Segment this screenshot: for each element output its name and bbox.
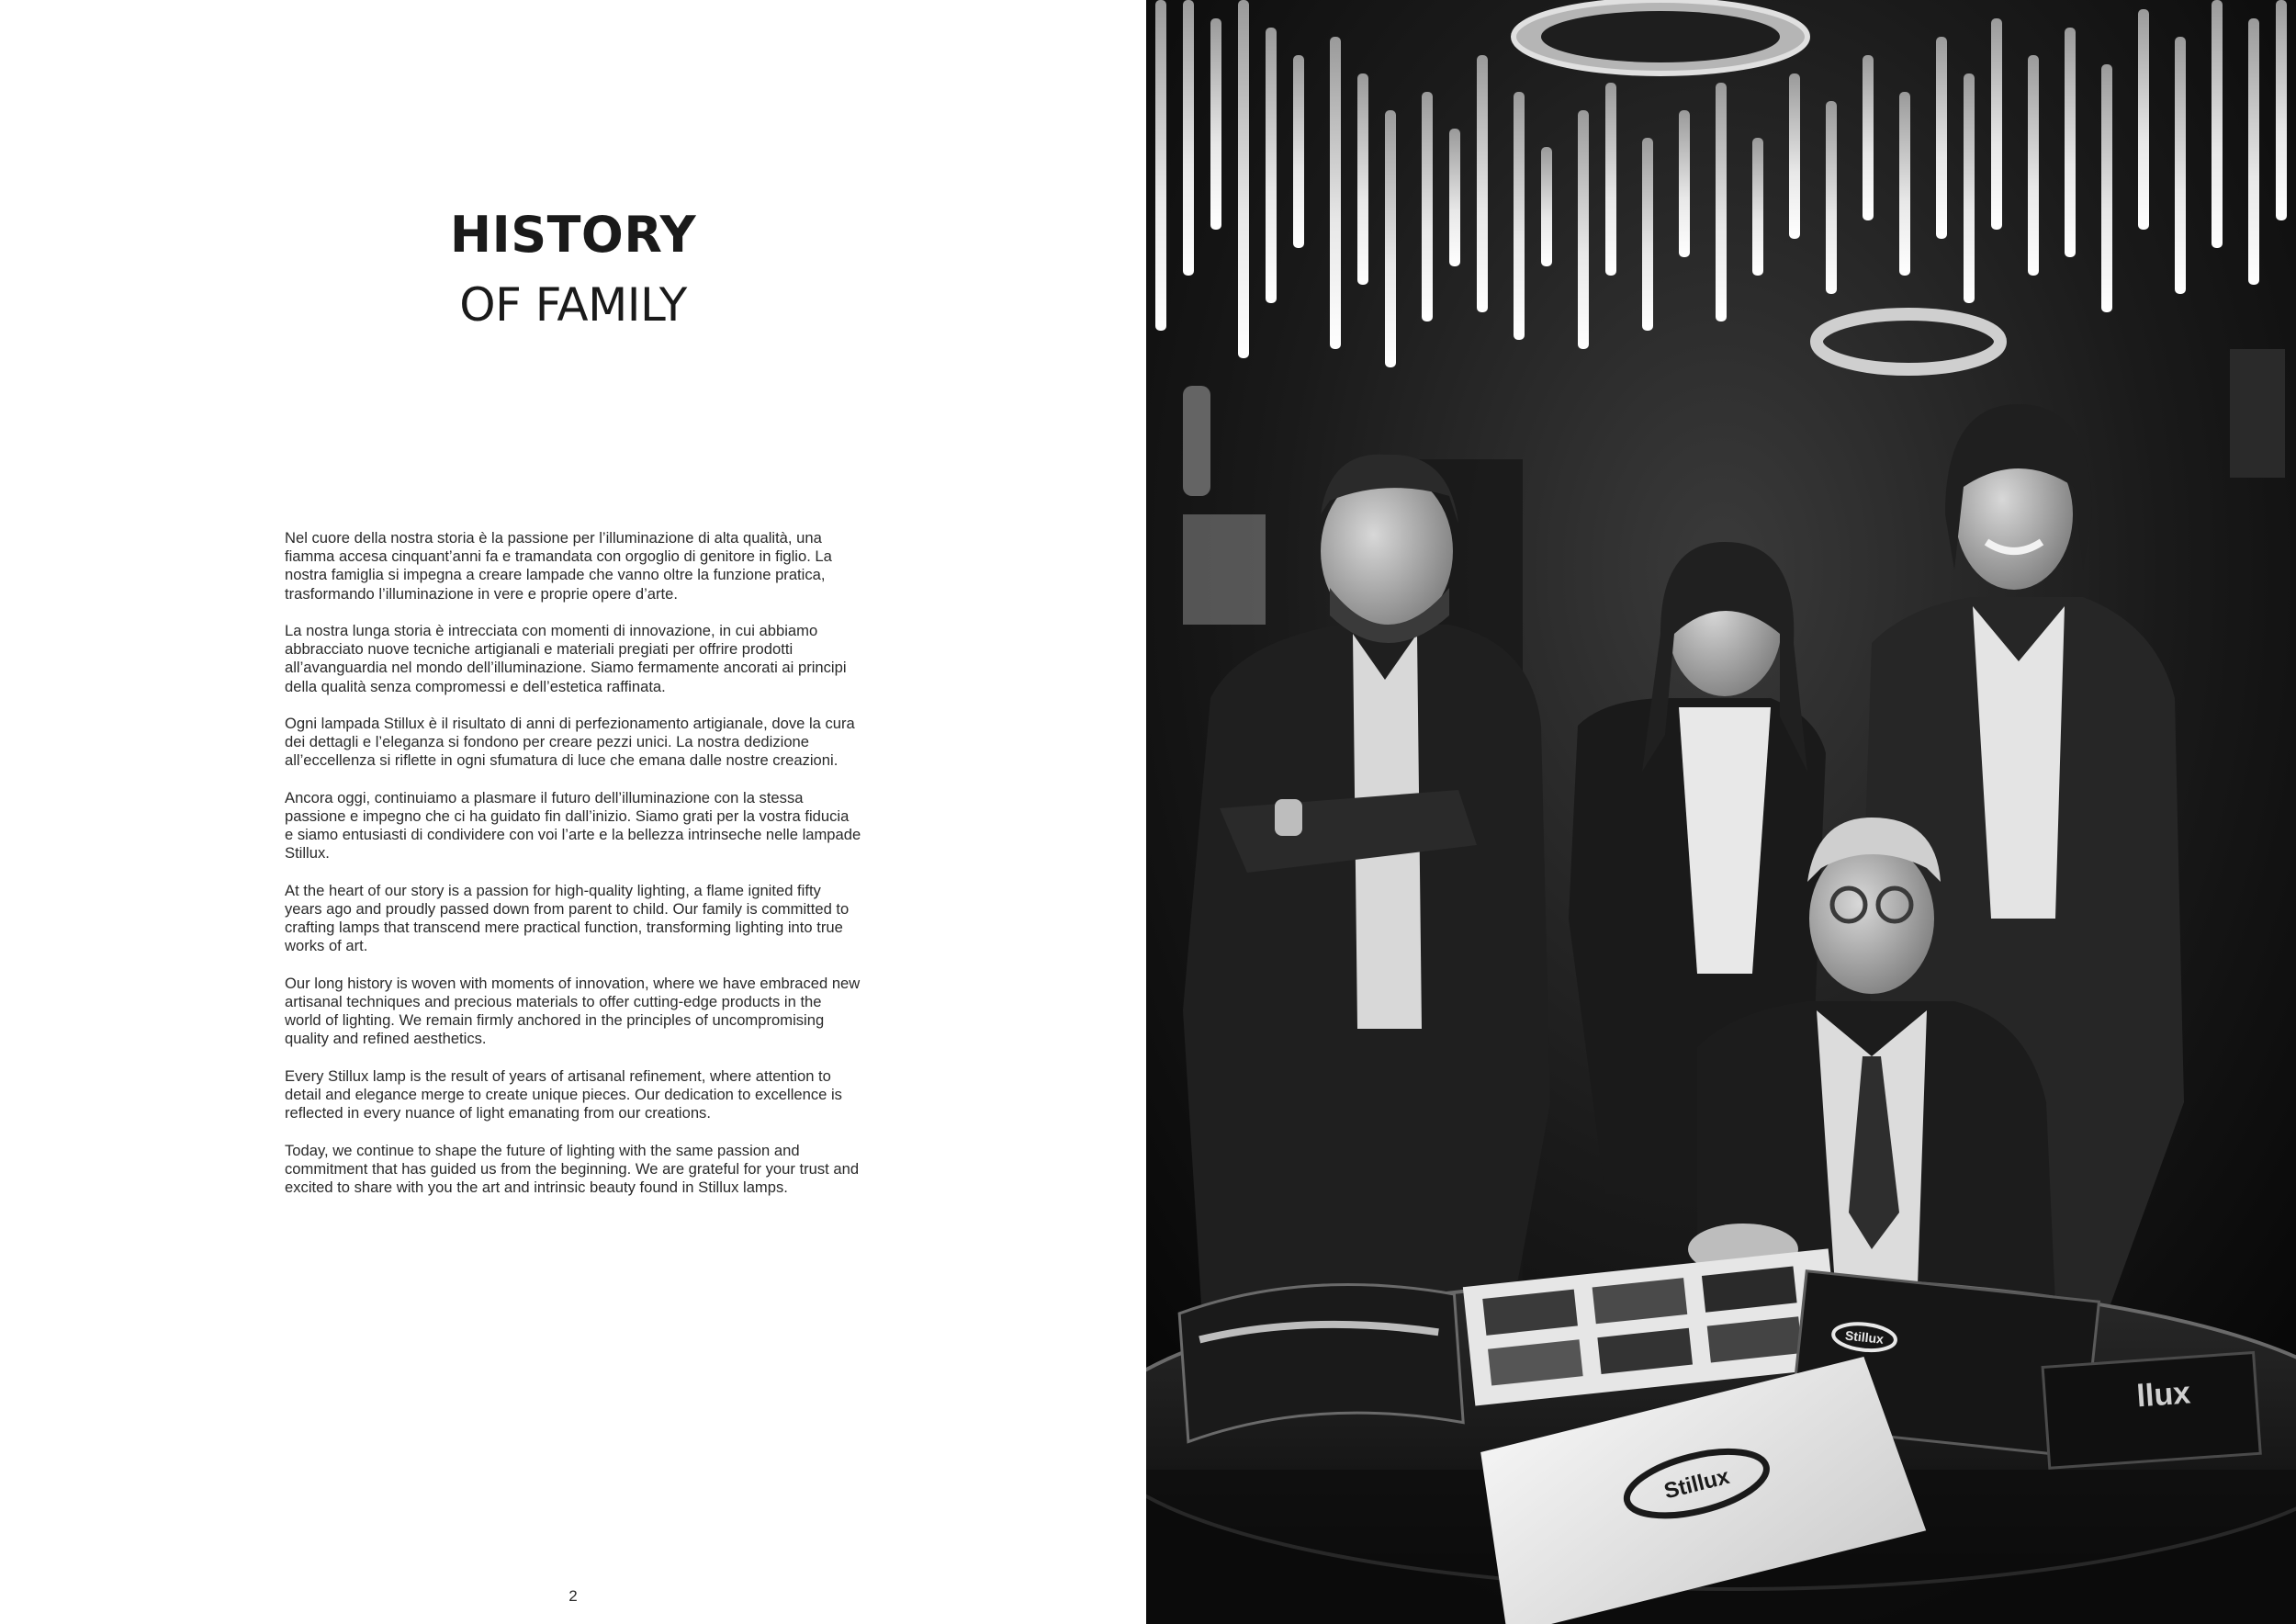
chandelier-rod [1578,110,1589,349]
chandelier-rod [1210,18,1221,230]
chandelier-rod [1863,55,1874,220]
chandelier-ring-top-inner [1541,11,1780,62]
paragraph-en-2: Our long history is woven with moments of innovation, where we have embraced new artisanal techniques and precious materials to offer cutting-edge products in the world of lighting. We remain firmly anchored in the principles of uncompromising quality and refined aesthetics. [285,974,861,1048]
magazine [2043,1352,2260,1468]
chandelier-rod [1422,92,1433,321]
chandelier-rod [2101,64,2112,312]
chandelier-rod [2028,55,2039,276]
magazine-title-text: llux [2135,1375,2192,1415]
chandelier-rod [2212,0,2223,248]
page-number: 2 [568,1587,578,1605]
title-line-2: OF FAMILY [459,278,687,332]
family-photo-page [1146,0,2296,1624]
chandelier-rod [1155,0,1166,331]
chandelier-rod [1991,18,2002,230]
background-panel [1183,514,1266,625]
family-photo [1146,0,2296,1624]
paragraph-it-2: La nostra lunga storia è intrecciata con momenti di innovazione, in cui abbiamo abbracciato nuove tecniche artigianali e materiali pregiati per offrire prodotti all’avanguardia nel mondo dell’illuminazione. Siamo fermamente ancorati ai principi della qualità senza compromessi e dell’estetica raffinata. [285,622,847,695]
paragraph-en-1: At the heart of our story is a passion for high-quality lighting, a flame ignited fifty years ago and proudly passed down from parent to child. Our family is committed to crafting lamps that transcend mere practical function, transforming lighting into true works of art. [285,881,850,955]
background-panel-right [2230,349,2285,478]
chandelier-rod [1605,83,1616,276]
left-page [0,0,1146,1624]
paragraph-it-1: Nel cuore della nostra storia è la passione per l’illuminazione di alta qualità, una fiamma accesa cinquant’anni fa e tramandata con orgoglio di genitore in figlio. La nostra famiglia si impegna a creare lampade che vanno oltre la funzione pratica, trasformando l’illuminazione in vere e proprie opere d’arte. [285,529,832,603]
chandelier-rod [1964,73,1975,303]
paragraph-en-3: Every Stillux lamp is the result of years of artisanal refinement, where attention to detail and elegance merge to create unique pieces. Our dedication to excellence is reflected in every nuance of light emanating from our creations. [285,1066,842,1122]
chandelier-rod [1293,55,1304,248]
chandelier-rod [1716,83,1727,321]
chandelier-rod [1477,55,1488,312]
chandelier-rod [1514,92,1525,340]
chandelier-rod [1679,110,1690,257]
chandelier-rod [2138,9,2149,230]
book-logo-text: Stillux [1844,1327,1885,1347]
chandelier-rod [1238,0,1249,358]
chandelier-rod [2175,37,2186,294]
chandelier-rod [1183,0,1194,276]
chandelier-rod [1357,73,1368,285]
wall-sconce [1183,386,1210,496]
chandelier-rod [1385,110,1396,367]
chandelier-rod [1449,129,1460,266]
chandelier-rod [1826,101,1837,294]
title-line-1: HISTORY [449,206,697,264]
chandelier-rod [1899,92,1910,276]
paragraph-en-4: Today, we continue to shape the future of lighting with the same passion and commitment that has guided us from the beginning. We are grateful for your trust and excited to share with you the art and intrinsic beauty found in Stillux lamps. [285,1141,860,1196]
box-logo-text: Stillux [1661,1463,1732,1505]
paragraph-it-4: Ancora oggi, continuiamo a plasmare il futuro dell’illuminazione con la stessa passione e impegno che ci ha guidato fin dall’inizio. Siamo grati per la vostra fiducia e siamo entusiasti di condividere con voi l’arte e la bellezza intrinseche nelle lampade Stillux. [285,788,861,863]
chandelier-rod [1752,138,1763,276]
paragraph-it-3: Ogni lampada Stillux è il risultato di anni di perfezionamento artigianale, dove la cura dei dettagli e l’eleganza si fondono per creare pezzi unici. La nostra dedizione all’eccellenza si riflette in ogni sfumatura di luce che emana dalle nostre creazioni. [285,715,855,770]
chandelier-rod [1266,28,1277,303]
body-text [285,529,861,1215]
chandelier-rod [2276,0,2287,220]
chandelier-rod [1330,37,1341,349]
page-title [0,204,1146,344]
chandelier-rod [2248,18,2259,285]
chandelier-rod [1541,147,1552,266]
chandelier-rod [1789,73,1800,239]
chandelier-rod [1642,138,1653,331]
chandelier-rod [1936,37,1947,239]
chandelier-rod [2065,28,2076,257]
